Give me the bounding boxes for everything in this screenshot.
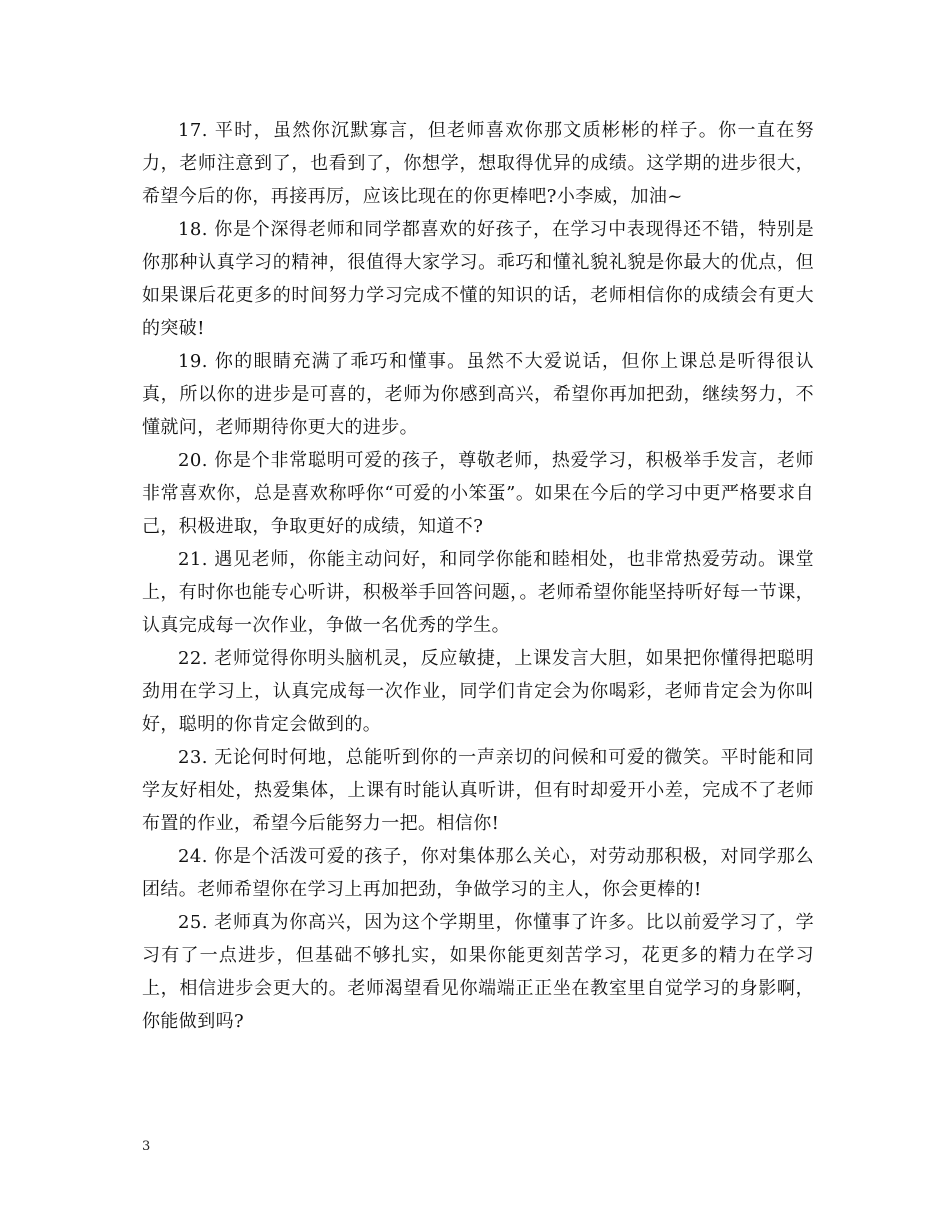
paragraph-17: 17. 平时，虽然你沉默寡言，但老师喜欢你那文质彬彬的样子。你一直在努力，老师注意到了，也看到了，你想学，想取得优异的成绩。这学期的进步很大，希望今后的你，再接再厉，应该比现在的你更棒吧?小李威，加油~ <box>142 120 814 207</box>
paragraph-24: 24. 你是个活泼可爱的孩子，你对集体那么关心，对劳动那积极，对同学那么团结。老师希望你在学习上再加把劲，争做学习的主人，你会更棒的! <box>142 846 814 900</box>
page-number: 3 <box>142 1139 151 1154</box>
paragraph-20: 20. 你是个非常聪明可爱的孩子，尊敬老师，热爱学习，积极举手发言，老师非常喜欢你，总是喜欢称呼你“可爱的小笨蛋”。如果在今后的学习中更严格要求自己，积极进取，争取更好的成绩，知道不? <box>142 450 814 537</box>
paragraph-18: 18. 你是个深得老师和同学都喜欢的好孩子，在学习中表现得还不错，特别是你那种认真学习的精神，很值得大家学习。乖巧和懂礼貌礼貌是你最大的优点，但如果课后花更多的时间努力学习完成不懂的知识的话，老师相信你的成绩会有更大的突破! <box>142 219 814 339</box>
paragraph-19: 19. 你的眼睛充满了乖巧和懂事。虽然不大爱说话，但你上课总是听得很认真，所以你的进步是可喜的，老师为你感到高兴，希望你再加把劲，继续努力，不懂就问，老师期待你更大的进步。 <box>142 351 814 438</box>
paragraph-23: 23. 无论何时何地，总能听到你的一声亲切的问候和可爱的微笑。平时能和同学友好相处，热爱集体，上课有时能认真听讲，但有时却爱开小差，完成不了老师布置的作业，希望今后能努力一把。相信你! <box>142 747 814 834</box>
paragraph-22: 22. 老师觉得你明头脑机灵，反应敏捷，上课发言大胆，如果把你懂得把聪明劲用在学习上，认真完成每一次作业，同学们肯定会为你喝彩，老师肯定会为你叫好，聪明的你肯定会做到的。 <box>142 648 814 735</box>
document-body <box>142 114 814 1038</box>
paragraph-21: 21. 遇见老师，你能主动问好，和同学你能和睦相处，也非常热爱劳动。课堂上，有时你也能专心听讲，积极举手回答问题，。老师希望你能坚持听好每一节课，认真完成每一次作业，争做一名优秀的学生。 <box>142 549 814 636</box>
paragraph-25: 25. 老师真为你高兴，因为这个学期里，你懂事了许多。比以前爱学习了，学习有了一点进步，但基础不够扎实，如果你能更刻苦学习，花更多的精力在学习上，相信进步会更大的。老师渴望看见你端端正正坐在教室里自觉学习的身影啊，你能做到吗? <box>142 912 814 1032</box>
